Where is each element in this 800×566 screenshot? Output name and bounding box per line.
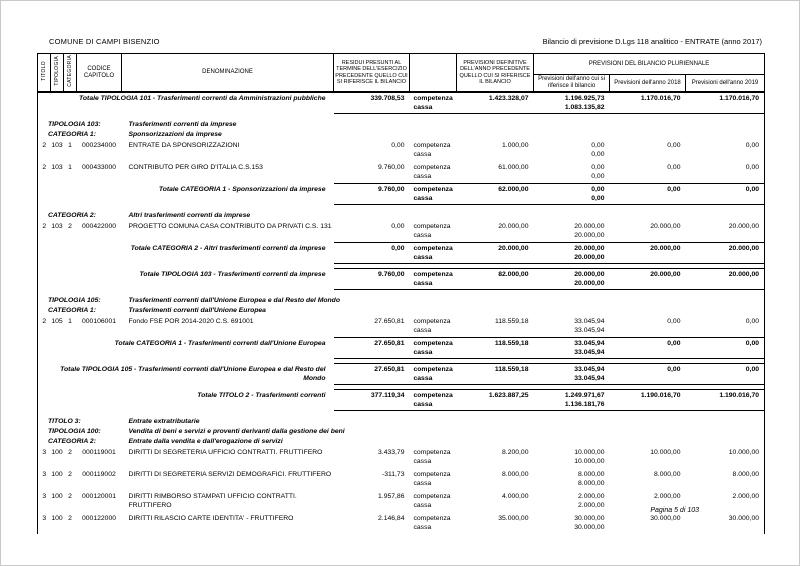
value-competenza: 20.000,00 [574, 223, 605, 230]
detail-row [38, 512, 765, 534]
section-row [38, 205, 765, 221]
value-cassa: 33.045,94 [574, 375, 605, 382]
cell-residui: 3.433,79 [378, 449, 405, 456]
cell-categoria: 1 [68, 318, 72, 325]
cell-previsioni-anno [534, 184, 610, 205]
value-competenza: 10.000,00 [574, 449, 605, 456]
cell-previsioni-2018: 20.000,00 [650, 223, 681, 230]
cell-competenza-cassa [410, 161, 457, 184]
competenza-label: competenza [413, 271, 453, 278]
total-row [38, 390, 765, 411]
section-code-label: TIPOLOGIA 105: [38, 290, 122, 306]
cell-previsioni-2019: 0,00 [686, 161, 765, 184]
section-code-label: CATEGORIA 2: [38, 205, 122, 221]
value-cassa: 20.000,00 [574, 280, 605, 287]
cell-tipologia: 103 [51, 164, 63, 171]
cassa-label: cassa [413, 173, 432, 180]
cell-titolo: 2 [38, 161, 51, 184]
value-cassa: 0,00 [591, 151, 605, 158]
col-header-categoria-label: CATEGORIA [66, 55, 73, 87]
cell-previsioni-2019: 0,00 [686, 338, 765, 359]
cell-residui: 0,00 [391, 223, 405, 230]
cell-capitolo: 000422000 [81, 223, 117, 230]
cell-previsioni-2018: 0,00 [610, 338, 686, 359]
cell-residui: 377.119,34 [334, 390, 410, 411]
competenza-label: competenza [413, 340, 453, 347]
cell-competenza-cassa [410, 512, 457, 534]
cell-residui: 9.760,00 [334, 269, 410, 290]
cassa-label: cassa [413, 104, 433, 111]
total-label: Totale TIPOLOGIA 105 - Trasferimenti correnti dall'Unione Europea e dal Resto del Mondo [38, 364, 334, 385]
cell-tipologia: 100 [51, 493, 63, 500]
cell-titolo: 3 [38, 446, 51, 468]
cassa-label: cassa [413, 232, 432, 239]
cell-previsioni-anno [534, 446, 610, 468]
value-cassa: 1.136.181,76 [564, 401, 605, 408]
cell-previsioni-definitive: 62.000,00 [457, 184, 534, 205]
cell-titolo: 2 [38, 220, 51, 243]
cell-previsioni-2018: 0,00 [610, 184, 686, 205]
value-cassa: 20.000,00 [574, 254, 605, 261]
municipality-name: COMUNE DI CAMPI BISENZIO [49, 37, 160, 46]
section-code-label: CATEGORIA 1: [38, 129, 122, 139]
cassa-label: cassa [413, 401, 433, 408]
cell-previsioni-2019: 1.190.016,70 [686, 390, 765, 411]
cell-tipologia: 103 [51, 223, 63, 230]
section-row [38, 114, 765, 130]
cell-previsioni-anno [534, 220, 610, 243]
cell-previsioni-2019: 0,00 [686, 315, 765, 338]
cell-previsioni-definitive: 20.000,00 [498, 223, 529, 230]
cell-categoria: 2 [68, 515, 72, 522]
cassa-label: cassa [413, 502, 432, 509]
table-body [38, 92, 765, 534]
cell-previsioni-2019: 1.170.016,70 [686, 92, 765, 114]
value-cassa: 8.000,00 [578, 480, 605, 487]
value-cassa: 30.000,00 [574, 524, 605, 531]
detail-row [38, 161, 765, 184]
cell-previsioni-2019: 20.000,00 [686, 243, 765, 264]
cell-competenza-cassa [410, 269, 457, 290]
cell-denominazione: PROGETTO COMUNA CASA CONTRIBUTO DA PRIVATI C.S. 131 [128, 223, 332, 230]
total-row [38, 243, 765, 264]
cell-competenza-cassa [410, 139, 457, 161]
value-competenza: 33.045,94 [574, 366, 605, 373]
cell-tipologia: 100 [51, 471, 63, 478]
section-code-label: CATEGORIA 2: [38, 436, 122, 446]
value-competenza: 20.000,00 [574, 271, 605, 278]
competenza-label: competenza [413, 223, 451, 230]
value-competenza: 0,00 [591, 164, 605, 171]
col-header-anno-2018: Previsioni dell'anno 2018 [610, 75, 686, 93]
col-header-previsioni-definitive: PREVISIONI DEFINITIVE DELL'ANNO PRECEDENTE QUELLO CUI SI RIFERISCE IL BILANCIO [457, 54, 534, 93]
cell-capitolo: 000119001 [82, 449, 116, 456]
cell-previsioni-anno [534, 468, 610, 490]
cell-previsioni-anno [534, 490, 610, 512]
detail-row [38, 468, 765, 490]
cell-capitolo: 000234000 [81, 142, 117, 149]
cell-previsioni-definitive: 118.559,18 [457, 338, 534, 359]
cell-previsioni-2019: 10.000,00 [686, 446, 765, 468]
cell-residui: 27.650,81 [374, 318, 405, 325]
cell-competenza-cassa [410, 468, 457, 490]
section-description: Sponsorizzazioni da imprese [122, 129, 765, 139]
cell-residui: 0,00 [391, 142, 405, 149]
cell-competenza-cassa [410, 364, 457, 385]
cell-residui: 1.957,86 [378, 493, 405, 500]
value-cassa: 20.000,00 [574, 232, 605, 239]
cell-previsioni-2019: 2.000,00 [686, 490, 765, 512]
col-header-tipologia [51, 54, 64, 93]
cell-tipologia: 103 [51, 142, 63, 149]
cell-competenza-cassa [410, 220, 457, 243]
cell-previsioni-anno [534, 338, 610, 359]
section-code-label: TIPOLOGIA 100: [38, 426, 122, 436]
col-header-tipologia-label: TIPOLOGIA [53, 56, 60, 86]
cell-previsioni-2018: 0,00 [667, 318, 681, 325]
cassa-label: cassa [413, 480, 432, 487]
cell-competenza-cassa [410, 92, 457, 114]
cell-denominazione: DIRITTI DI SEGRETERIA UFFICIO CONTRATTI. FRUTTIFERO [128, 449, 323, 456]
cell-titolo: 2 [38, 315, 51, 338]
cell-previsioni-anno [534, 161, 610, 184]
section-description: Entrate extratributarie [122, 411, 765, 427]
cell-residui: 9.760,00 [378, 164, 405, 171]
total-row [38, 338, 765, 359]
section-row [38, 129, 765, 139]
cell-previsioni-2018: 0,00 [667, 142, 681, 149]
cell-competenza-cassa [410, 338, 457, 359]
col-header-blank [410, 54, 457, 93]
cell-previsioni-2019: 20.000,00 [686, 269, 765, 290]
total-row [38, 92, 765, 114]
section-description: Trasferimenti correnti da imprese [122, 114, 765, 130]
cassa-label: cassa [413, 524, 432, 531]
cell-denominazione: DIRITTI DI SEGRETERIA SERVIZI DEMOGRAFICI. FRUTTIFERO [128, 471, 332, 478]
cell-capitolo: 000122000 [81, 515, 117, 522]
competenza-label: competenza [413, 164, 451, 171]
competenza-label: competenza [413, 449, 451, 456]
cell-residui: 27.650,81 [334, 338, 410, 359]
section-code-label: TIPOLOGIA 103: [38, 114, 122, 130]
cell-residui: -311,73 [381, 471, 405, 478]
detail-row [38, 139, 765, 161]
section-description: Trasferimenti correnti dall'Unione Europea [122, 305, 765, 315]
budget-table [37, 53, 765, 534]
section-row [38, 411, 765, 427]
cell-previsioni-2018: 0,00 [667, 164, 681, 171]
competenza-label: competenza [413, 186, 453, 193]
col-header-anno-corrente: Previsioni dell'anno cui si riferisce il bilancio [534, 75, 610, 93]
section-description: Trasferimenti correnti dall'Unione Europea e dal Resto del Mondo [122, 290, 765, 306]
total-label: Totale TIPOLOGIA 103 - Trasferimenti correnti da imprese [38, 269, 334, 290]
cell-denominazione: DIRITTI RIMBORSO STAMPATI UFFICIO CONTRATTI. FRUTTIFERO [128, 493, 297, 509]
cell-titolo: 3 [38, 468, 51, 490]
cell-categoria: 1 [68, 164, 72, 171]
detail-row [38, 446, 765, 468]
total-label: Totale CATEGORIA 1 - Trasferimenti correnti dall'Unione Europea [38, 338, 334, 359]
cell-titolo: 2 [38, 139, 51, 161]
cassa-label: cassa [413, 280, 433, 287]
report-title: Bilancio di previsione D.Lgs 118 analitico - ENTRATE (anno 2017) [542, 37, 762, 46]
cell-denominazione: DIRITTI RILASCIO CARTE IDENTITA' - FRUTTIFERO [128, 515, 294, 522]
total-row [38, 269, 765, 290]
cell-tipologia: 100 [51, 449, 63, 456]
col-header-pluriennale: PREVISIONI DEL BILANCIO PLURIENNALE [534, 54, 765, 75]
cell-competenza-cassa [410, 390, 457, 411]
total-label: Totale TIPOLOGIA 101 - Trasferimenti correnti da Amministrazioni pubbliche [38, 92, 334, 114]
value-competenza: 1.249.971,67 [564, 392, 605, 399]
cell-previsioni-2018: 1.190.016,70 [610, 390, 686, 411]
value-cassa: 33.045,94 [574, 349, 605, 356]
cell-previsioni-anno [534, 269, 610, 290]
cell-previsioni-definitive: 4.000,00 [502, 493, 529, 500]
section-row [38, 290, 765, 306]
cell-residui: 2.146,84 [378, 515, 405, 522]
cell-previsioni-definitive: 8.000,00 [502, 471, 529, 478]
cell-tipologia: 100 [51, 515, 63, 522]
cell-previsioni-definitive: 82.000,00 [457, 269, 534, 290]
competenza-label: competenza [413, 245, 453, 252]
detail-row [38, 220, 765, 243]
value-competenza: 33.045,94 [574, 318, 605, 325]
cell-residui: 9.760,00 [334, 184, 410, 205]
cell-previsioni-2018: 2.000,00 [654, 493, 681, 500]
cell-previsioni-definitive: 20.000,00 [457, 243, 534, 264]
competenza-label: competenza [413, 392, 453, 399]
cell-capitolo: 000119002 [82, 471, 116, 478]
cassa-label: cassa [413, 375, 433, 382]
section-description: Entrate dalla vendita e dall'erogazione di servizi [122, 436, 765, 446]
cell-previsioni-2019: 8.000,00 [686, 468, 765, 490]
section-code-label: TITOLO 3: [38, 411, 122, 427]
value-cassa: 10.000,00 [574, 458, 605, 465]
col-header-codice-capitolo: CODICE CAPITOLO [77, 54, 122, 93]
cell-previsioni-definitive: 8.200,00 [502, 449, 529, 456]
cell-categoria: 1 [68, 142, 72, 149]
cell-previsioni-definitive: 1.623.887,25 [457, 390, 534, 411]
value-competenza: 33.045,94 [574, 340, 605, 347]
cell-previsioni-anno [534, 139, 610, 161]
cell-categoria: 2 [68, 223, 72, 230]
cell-previsioni-definitive: 61.000,00 [498, 164, 529, 171]
cell-residui: 27.650,81 [334, 364, 410, 385]
cell-residui: 0,00 [334, 243, 410, 264]
col-header-titolo-label: TITOLO [40, 61, 47, 81]
cell-competenza-cassa [410, 315, 457, 338]
total-row [38, 184, 765, 205]
col-header-anno-2019: Previsioni dell'anno 2019 [686, 75, 765, 93]
value-competenza: 0,00 [591, 142, 605, 149]
competenza-label: competenza [413, 366, 453, 373]
cell-previsioni-definitive: 118.559,18 [494, 318, 529, 325]
cassa-label: cassa [413, 327, 432, 334]
competenza-label: competenza [413, 515, 451, 522]
value-competenza: 8.000,00 [578, 471, 605, 478]
value-competenza: 30.000,00 [574, 515, 605, 522]
cell-previsioni-anno [534, 364, 610, 385]
col-header-denominazione: DENOMINAZIONE [122, 54, 334, 93]
cell-capitolo: 000120001 [81, 493, 117, 500]
cell-capitolo: 000433000 [81, 164, 117, 171]
cell-previsioni-2018: 30.000,00 [650, 515, 681, 522]
cell-competenza-cassa [410, 490, 457, 512]
cell-previsioni-anno [534, 243, 610, 264]
section-code-label: CATEGORIA 1: [38, 305, 122, 315]
competenza-label: competenza [413, 318, 451, 325]
cell-denominazione: ENTRATE DA SPONSORIZZAZIONI [128, 142, 240, 149]
cell-previsioni-anno [534, 390, 610, 411]
cell-competenza-cassa [410, 446, 457, 468]
value-cassa: 2.000,00 [578, 502, 605, 509]
col-header-titolo [38, 54, 51, 93]
page-number: Pagina 5 di 103 [650, 507, 699, 514]
cell-previsioni-anno [534, 92, 610, 114]
competenza-label: competenza [413, 493, 451, 500]
total-label: Totale TITOLO 2 - Trasferimenti correnti [38, 390, 334, 411]
cell-previsioni-2019: 0,00 [686, 364, 765, 385]
section-row [38, 436, 765, 446]
cell-denominazione: Fondo FSE POR 2014-2020 C.S. 691001 [128, 318, 254, 325]
total-label: Totale CATEGORIA 1 - Sponsorizzazioni da imprese [38, 184, 334, 205]
cell-previsioni-definitive: 1.000,00 [502, 142, 529, 149]
cell-previsioni-2019: 20.000,00 [686, 220, 765, 243]
col-header-categoria [64, 54, 77, 93]
cell-previsioni-2018: 10.000,00 [650, 449, 681, 456]
cell-previsioni-definitive: 35.000,00 [498, 515, 529, 522]
cell-categoria: 2 [68, 493, 72, 500]
cell-tipologia: 105 [51, 318, 63, 325]
cassa-label: cassa [413, 195, 433, 202]
cell-previsioni-anno [534, 512, 610, 534]
cell-categoria: 2 [68, 449, 72, 456]
value-cassa: 33.045,94 [574, 327, 605, 334]
competenza-label: competenza [413, 95, 453, 102]
cell-previsioni-definitive: 1.423.328,07 [457, 92, 534, 114]
cell-previsioni-2019: 0,00 [686, 184, 765, 205]
value-cassa: 0,00 [591, 173, 605, 180]
cell-previsioni-2018: 0,00 [610, 364, 686, 385]
col-header-residui: RESIDUI PRESUNTI AL TERMINE DELL'ESERCIZIO PRECEDENTE QUELLO CUI SI RIFERISCE IL BILANCIO [334, 54, 410, 93]
detail-row [38, 315, 765, 338]
cell-denominazione: CONTRIBUTO PER GIRO D'ITALIA C.S.153 [128, 164, 263, 171]
value-competenza: 0,00 [591, 186, 605, 193]
total-label: Totale CATEGORIA 2 - Altri trasferimenti correnti da imprese [38, 243, 334, 264]
section-description: Altri trasferimenti correnti da imprese [122, 205, 765, 221]
cell-competenza-cassa [410, 243, 457, 264]
value-cassa: 1.083.135,82 [564, 104, 605, 111]
cell-previsioni-anno [534, 315, 610, 338]
cell-titolo: 3 [38, 490, 51, 512]
competenza-label: competenza [413, 142, 451, 149]
cell-competenza-cassa [410, 184, 457, 205]
cell-previsioni-2019: 0,00 [686, 139, 765, 161]
cell-previsioni-2018: 8.000,00 [654, 471, 681, 478]
total-row [38, 364, 765, 385]
cell-residui: 339.708,53 [334, 92, 410, 114]
cassa-label: cassa [413, 254, 433, 261]
competenza-label: competenza [413, 471, 451, 478]
section-row [38, 426, 765, 436]
table-header [38, 54, 765, 93]
cell-previsioni-2018: 20.000,00 [610, 269, 686, 290]
cell-previsioni-2019: 30.000,00 [686, 512, 765, 534]
cassa-label: cassa [413, 151, 432, 158]
cassa-label: cassa [413, 349, 433, 356]
value-cassa: 0,00 [591, 195, 605, 202]
cassa-label: cassa [413, 458, 432, 465]
value-competenza: 20.000,00 [574, 245, 605, 252]
section-row [38, 305, 765, 315]
value-competenza: 1.196.925,73 [564, 95, 605, 102]
section-description: Vendita di beni e servizi e proventi derivanti dalla gestione dei beni [122, 426, 765, 436]
value-competenza: 2.000,00 [578, 493, 605, 500]
cell-previsioni-2018: 20.000,00 [610, 243, 686, 264]
cell-previsioni-2018: 1.170.016,70 [610, 92, 686, 114]
cell-titolo: 3 [38, 512, 51, 534]
cell-previsioni-definitive: 118.559,18 [457, 364, 534, 385]
cell-capitolo: 000106001 [81, 318, 117, 325]
cell-categoria: 2 [68, 471, 72, 478]
